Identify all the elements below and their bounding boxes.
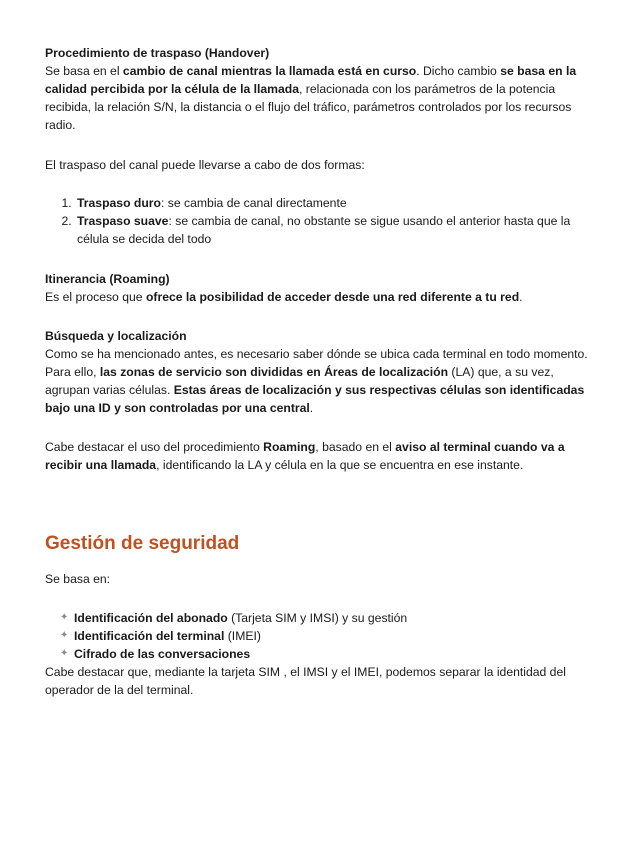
seguridad-section xyxy=(45,532,595,556)
seguridad-intro: Se basa en: xyxy=(45,572,111,586)
text: : se cambia de canal directamente xyxy=(160,196,347,210)
list-item xyxy=(60,627,595,645)
bold-text: aviso al terminal cuando va a recibir una llamada xyxy=(45,440,565,472)
star-bullet-icon: ✦ xyxy=(60,612,69,623)
seguridad-list xyxy=(45,609,595,663)
bold-text: Roaming xyxy=(263,440,316,454)
star-bullet-icon: ✦ xyxy=(60,648,69,659)
busqueda-roaming-block xyxy=(45,438,595,474)
bold-text: se basa en la calidad percibida por la célula de la llamada xyxy=(45,64,577,96)
handover-intro: El traspaso del canal puede llevarse a cabo de dos formas: xyxy=(45,158,365,172)
bold-text: cambio de canal mientras la llamada está en curso xyxy=(122,64,417,78)
text: (IMEI) xyxy=(224,629,261,643)
text: . xyxy=(519,290,523,304)
handover-heading: Procedimiento de traspaso (Handover) xyxy=(45,46,270,60)
busqueda-paragraph xyxy=(45,345,595,417)
bold-text: Estas áreas de localización y sus respectivas células son identificadas bajo una ID y son controladas por una central xyxy=(45,383,585,415)
text: Se basa en el xyxy=(45,64,123,78)
text: Es el proceso que xyxy=(45,290,146,304)
bold-text: Identificación del terminal xyxy=(74,629,225,643)
list-item xyxy=(75,194,595,212)
handover-list xyxy=(45,194,595,248)
handover-list-block xyxy=(45,194,595,248)
text: . Dicho cambio xyxy=(416,64,501,78)
bold-text: ofrece la posibilidad de acceder desde una red diferente a tu red xyxy=(145,290,520,304)
text: Cabe destacar el uso del procedimiento xyxy=(45,440,264,454)
roaming-heading: Itinerancia (Roaming) xyxy=(45,272,170,286)
text: (Tarjeta SIM y IMSI) y su gestión xyxy=(227,611,408,625)
roaming-section xyxy=(45,270,595,306)
seguridad-intro-block xyxy=(45,570,595,588)
list-item xyxy=(75,212,595,248)
bold-text: las zonas de servicio son divididas en Áreas de localización xyxy=(99,365,449,379)
text: (LA) que, a su vez, agrupan varias células. xyxy=(45,365,554,397)
star-bullet-icon: ✦ xyxy=(60,630,69,641)
bold-text: Traspaso suave xyxy=(77,214,169,228)
text: , basado en el xyxy=(315,440,396,454)
bold-text: Cifrado de las conversaciones xyxy=(74,647,251,661)
bold-text: Traspaso duro xyxy=(77,196,161,210)
list-item xyxy=(60,645,595,663)
seguridad-closing: Cabe destacar que, mediante la tarjeta SIM , el IMSI y el IMEI, podemos separar la identidad del operador de la del terminal. xyxy=(45,665,566,697)
seguridad-list-block xyxy=(45,609,595,699)
bold-text: Identificación del abonado xyxy=(74,611,228,625)
text: , relacionada con los parámetros de la potencia recibida, la relación S/N, la distancia o el flujo del tráfico, parámetros controlados por los recursos radio. xyxy=(45,82,572,132)
list-item xyxy=(60,609,595,627)
text: : se cambia de canal, no obstante se sigue usando el anterior hasta que la célula se decida del todo xyxy=(77,214,571,246)
roaming-paragraph xyxy=(45,288,595,306)
text: . xyxy=(309,401,314,415)
text: , identificando la LA y célula en la que se encuentra en ese instante. xyxy=(156,458,524,472)
handover-paragraph xyxy=(45,62,595,134)
handover-intro-block xyxy=(45,156,595,174)
busqueda-section xyxy=(45,327,595,417)
text: Como se ha mencionado antes, es necesario saber dónde se ubica cada terminal en todo momento. Para ello, xyxy=(45,347,588,379)
seguridad-heading: Gestión de seguridad xyxy=(45,533,240,554)
busqueda-roaming-paragraph xyxy=(45,438,595,474)
busqueda-heading: Búsqueda y localización xyxy=(45,329,187,343)
handover-section xyxy=(45,44,595,134)
